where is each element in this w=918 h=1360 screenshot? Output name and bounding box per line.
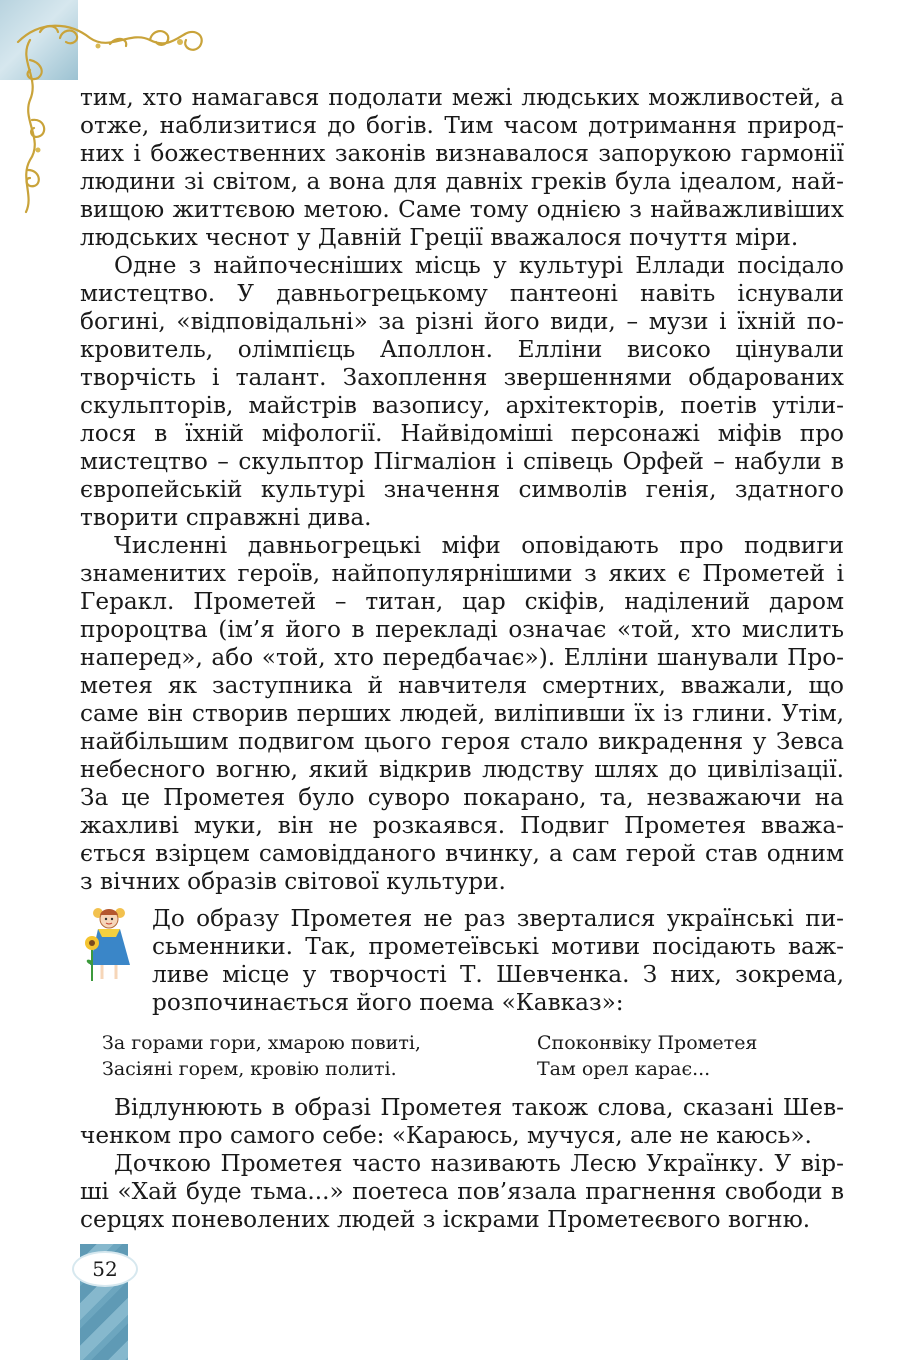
note-text: До образу Прометея не раз зверталися українські письменники. Так, прометеївські мотиви посідають важливе місце у творчості Т. Шевченка. З них, зокрема, розпочинається його поема «Кавказ»:: [152, 905, 844, 1016]
paragraph-4: Відлунюють в образі Прометея також слова, сказані Шевченком про самого себе: «Караюсь, мучуся, але не каюсь».: [80, 1094, 844, 1149]
paragraph-1: тим, хто намагався подолати межі людських можливостей, а отже, наблизитися до богів. Тим часом дотримання природних і божественних законів визнавалося запорукою гармонії людини зі світом, а вона для давніх греків була ідеалом, найвищою життєвою метою. Саме тому однією з найважливіших людських чеснот у Давній Греції вважалося почуття міри.: [80, 84, 844, 251]
girl-with-sunflower-icon: [80, 905, 142, 985]
closing-text-block: [80, 1094, 844, 1234]
page-number: 52: [74, 1253, 136, 1285]
poem-line: Там орел карає...: [537, 1058, 711, 1080]
main-text-block: [80, 84, 844, 896]
paragraph-3: Численні давньогрецькі міфи оповідають про подвиги знаменитих героїв, найпопулярнішими з яких є Прометей і Геракл. Прометей – титан, цар скіфів, наділений даром пророцтва (ім’я його в перекладі означає «той, хто мислить наперед», або «той, хто передбачає»). Елліни шанували Прометея як заступника й навчителя смертних, вважали, що саме він створив перших людей, виліпивши їх із глини. Утім, найбільшим подвигом цього героя стало викрадення у Зевса небесного вогню, який відкрив людству шлях до цивілізації. За це Прометея було суворо покарано, та, незважаючи на жахливі муки, він не розкаявся. Подвиг Прометея вважається взірцем самовідданого вчинку, а сам герой став одним з вічних образів світової культури.: [80, 532, 844, 895]
paragraph-2: Одне з найпочесніших місць у культурі Еллади посідало мистецтво. У давньогрецькому пантеоні навіть існували богині, «відповідальні» за різні його види, – музи і їхній покровитель, олімпієць Аполлон. Елліни високо цінували творчість і талант. Захоплення звершеннями обдарованих скульпторів, майстрів вазопису, архітекторів, поетів утілилося в їхній міфології. Найвідоміші персонажі міфів про мистецтво – скульптор Пігмаліон і співець Орфей – набули в європейській культурі значення символів генія, здатного творити справжні дива.: [80, 252, 844, 531]
poem-column-right: [537, 1030, 757, 1082]
poem-line: Споконвіку Прометея: [537, 1032, 758, 1054]
poem-column-left: [102, 1030, 421, 1082]
poem-line: Засіяні горем, кровію политі.: [102, 1058, 397, 1080]
poem-line: За горами гори, хмарою повиті,: [102, 1032, 421, 1054]
paragraph-5: Дочкою Прометея часто називають Лесю Українку. У вірші «Хай буде тьма...» поетеса пов’язала прагнення свободи в серцях поневолених людей з іскрами Прометеєвого вогню.: [80, 1150, 844, 1233]
